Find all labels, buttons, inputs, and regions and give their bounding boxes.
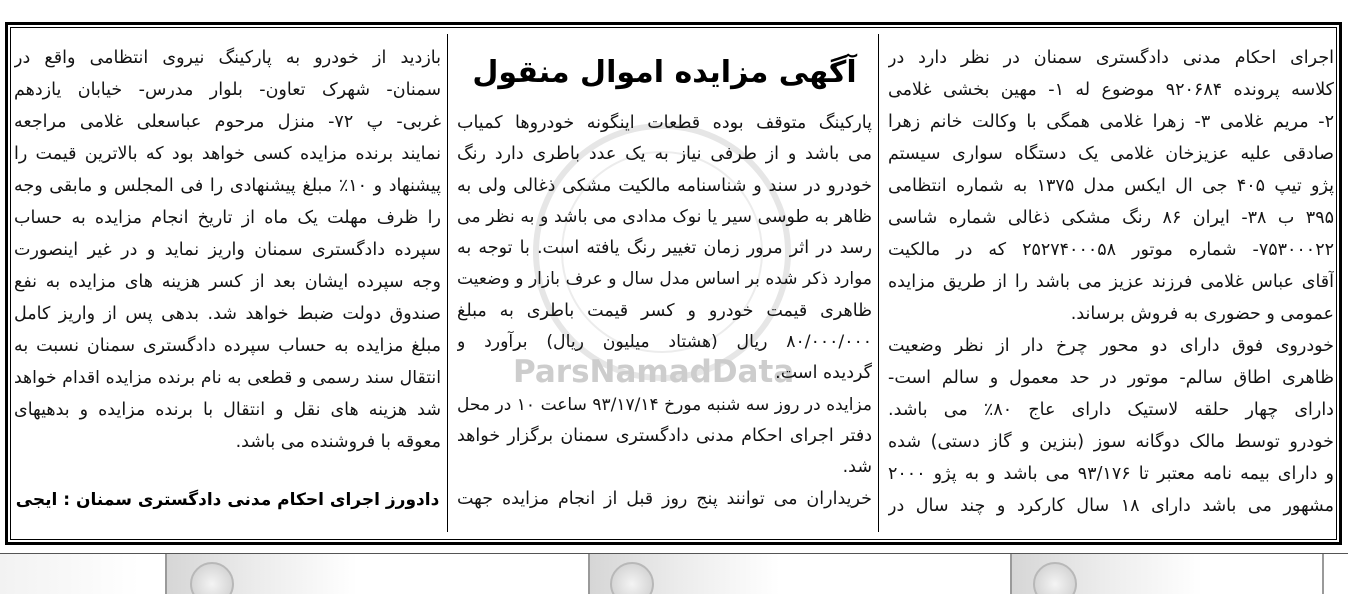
- notice-text-line: کلاسه پرونده ۹۲۰۶۸۴ موضوع له ۱- مهین بخشی غلامی: [888, 80, 1334, 100]
- notice-text-line: شد هزینه های نقل و انتقال با برنده مزایده و بدهیهای: [14, 400, 441, 420]
- notice-column-middle: [457, 44, 872, 515]
- notice-text-line: پارکینگ متوقف بوده قطعات اینگونه خودروها کمیاب: [457, 113, 872, 133]
- notice-text-line: مزایده در روز سه شنبه مورخ ۹۳/۱۷/۱۴ ساعت ۱۰ در محل: [457, 394, 872, 415]
- notice-text-line: رسد در اثر مرور زمان تغییر رنگ یافته است. با توجه به: [457, 238, 872, 259]
- strip-panel: [0, 554, 165, 594]
- notice-text-line: شد.: [842, 457, 872, 478]
- notice-text-line: خودروی فوق دارای دو محور چرخ دار از نظر وضعیت: [888, 336, 1334, 356]
- notice-signature: دادورز اجرای احکام مدنی دادگستری سمنان : ایجی: [15, 490, 440, 510]
- column-divider: [878, 34, 879, 532]
- notice-text-line: انتقال سند رسمی و قطعی به نام برنده مزایده اقدام خواهد: [14, 368, 441, 388]
- column-divider: [447, 34, 448, 532]
- notice-text-line: مبلغ مزایده به حساب سپرده دادگستری سمنان نسبت به: [14, 336, 441, 356]
- notice-text-line: و دارای بیمه نامه معتبر تا ۹۳/۱۷۶ می باشد و به پژو ۲۰۰۰: [888, 464, 1334, 484]
- notice-text-line: ۸۰/۰۰۰/۰۰۰ ریال (هشتاد میلیون ریال) برآورد و: [457, 332, 872, 353]
- notice-text-line: ظاهر به طوسی سیر یا نوک مدادی می باشد و به نظر می: [457, 206, 872, 227]
- notice-text-line: معوقه با فروشنده می باشد.: [235, 432, 441, 452]
- notice-text-line: سمنان- شهرک تعاون- بلوار مدرس- خیابان یازدهم: [14, 80, 441, 100]
- notice-text-line: عمومی و حضوری به فروش برساند.: [1070, 304, 1334, 324]
- notice-text-line: خودرو توسط مالک دوگانه سوز (بنزین و گاز دستی) شده: [888, 432, 1334, 452]
- notice-column-right: [888, 42, 1334, 522]
- notice-text-line: صادقی علیه عزیزخان غلامی یک دستگاه سواری سیستم: [888, 144, 1334, 164]
- notice-text-line: ظاهری اطاق سالم- موتور در حد معمول و سالم است-: [888, 368, 1334, 388]
- notice-column-left: [14, 42, 441, 516]
- notice-text-line: ظاهری قیمت خودرو و کسر قیمت باطری به مبلغ: [457, 300, 872, 321]
- notice-text-line: خریداران می توانند پنج روز قبل از انجام مزایده جهت: [457, 488, 872, 509]
- notice-text-line: ۷۵۳۰۰۰۲۲- شماره موتور ۲۵۲۷۴۰۰۰۵۸ که در مالکیت: [888, 240, 1334, 260]
- notice-text-line: دارای چهار حلقه لاستیک دارای عاج ۸۰٪ می باشد.: [888, 400, 1334, 420]
- notice-text-line: پژو تیپ ۴۰۵ جی ال ایکس مدل ۱۳۷۵ به شماره انتظامی: [888, 176, 1334, 196]
- adjacent-advert-strip: [0, 553, 1348, 594]
- notice-text-line: ۲- مریم غلامی ۳- زهرا غلامی همگی با وکالت خانم زهرا: [888, 112, 1334, 132]
- notice-text-line: دفتر اجرای احکام مدنی دادگستری سمنان برگزار خواهد: [457, 425, 872, 446]
- notice-text-line: پیشنهاد و ۱۰٪ مبلغ پیشنهادی را فی المجلس و مابقی وجه: [14, 176, 441, 196]
- notice-text-line: را ظرف مهلت یک ماه از تاریخ انجام مزایده به حساب: [14, 208, 441, 228]
- notice-text-line: سپرده دادگستری سمنان واریز نماید و در غیر اینصورت: [14, 240, 441, 260]
- notice-text-line: صندوق دولت ضبط خواهد شد. بدهی پس از واریز کامل: [14, 304, 441, 324]
- notice-text-line: می باشد و از طرفی نیاز به یک عدد باطری دارد رنگ: [457, 144, 872, 165]
- notice-text-line: وجه سپرده ایشان بعد از کسر هزینه های مزایده به نفع: [14, 272, 441, 292]
- notice-text-line: بازدید از خودرو به پارکینگ نیروی انتظامی واقع در: [14, 48, 441, 68]
- notice-text-line: غربی- پ ۷۲- منزل مرحوم عباسعلی غلامی مراجعه: [14, 112, 441, 132]
- notice-text-line: نمایند برنده مزایده کسی خواهد بود که بالاترین قیمت را: [14, 144, 441, 164]
- notice-text-line: گردیده است.: [775, 363, 872, 384]
- notice-text-line: خودرو در سند و شناسنامه مالکیت مشکی ذغالی ولی به: [457, 175, 872, 196]
- notice-text-line: آقای عباس غلامی فرزند عزیز می باشد را از طریق مزایده: [888, 272, 1334, 292]
- watermark-text: ParsNamadData: [513, 354, 795, 390]
- strip-divider: [1322, 554, 1324, 594]
- notice-text-line: مشهور می باشد دارای ۱۸ سال کارکرد و چند سال در: [888, 496, 1334, 516]
- notice-text-line: ۳۹۵ ب ۳۸- ایران ۸۶ رنگ مشکی ذغالی شماره شاسی: [888, 208, 1334, 228]
- notice-text-line: اجرای احکام مدنی دادگستری سمنان در نظر دارد در: [888, 48, 1334, 68]
- notice-title: آگهی مزایده اموال منقول: [472, 55, 857, 90]
- notice-text-line: موارد ذکر شده بر اساس مدل سال و عرف بازار و وضعیت: [457, 269, 872, 290]
